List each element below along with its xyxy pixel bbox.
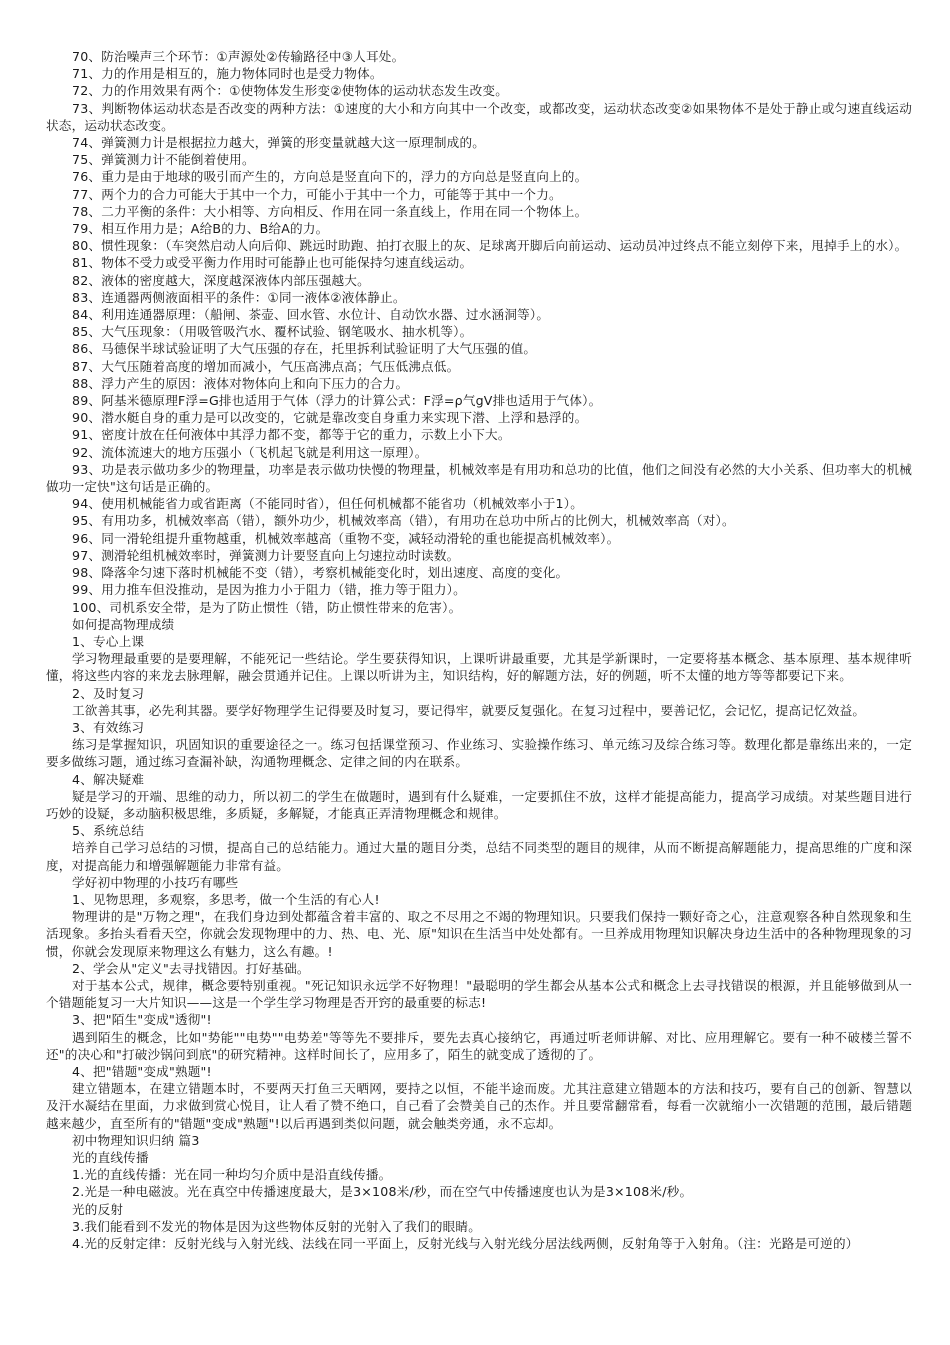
body-paragraph: 建立错题本，在建立错题本时，不要两天打鱼三天晒网，要持之以恒，不能半途而废。尤其注意建立错题本的方法和技巧，要有自己的创新、智慧以及汗水凝结在里面，力求做到赏心悦目，让人看了赞不绝口，自己看了会赞美自己的杰作。并且要常翻常看，每看一次就缩小一次错题的范围，最后错题越来越少，直至所有的"错题"变成"熟题"!以后再遇到类似问题，就会触类旁通，永不忘却。 [46, 1081, 912, 1131]
list-item: 1.光的直线传播：光在同一种均匀介质中是沿直线传播。 [72, 1167, 392, 1183]
body-paragraph: 遇到陌生的概念，比如"势能""电势""电势差"等等先不要排斥，要先去真心接纳它，再通过听老师讲解、对比、应用理解它。要有一种不破楼兰誓不还"的决心和"打破沙锅问到底"的研究精神。这样时间长了，应用多了，陌生的就变成了透彻的了。 [46, 1029, 912, 1062]
item-86: 86、马德保半球试验证明了大气压强的存在，托里拆利试验证明了大气压强的值。 [72, 341, 537, 357]
section-heading: 如何提高物理成绩 [72, 616, 175, 632]
subheading: 4、解决疑难 [72, 771, 145, 787]
list-item: 4.光的反射定律：反射光线与入射光线、法线在同一平面上，反射光线与入射光线分居法线两侧，反射角等于入射角。（注：光路是可逆的） [72, 1236, 859, 1252]
body-paragraph: 物理讲的是"万物之理"，在我们身边到处都蕴含着丰富的、取之不尽用之不竭的物理知识。只要我们保持一颗好奇之心，注意观察各种自然现象和生活现象。多抬头看看天空，你就会发现物理中的力、热、电、光、原"知识在生活当中处处都有。一旦养成用物理知识解决身边生活中的各种物理现象的习惯，你就会发现原来物理这么有魅力，这么有趣。! [46, 909, 912, 959]
subheading: 3、把"陌生"变成"透彻"! [72, 1012, 212, 1028]
item-70: 70、防治噪声三个环节：①声源处②传输路径中③人耳处。 [72, 49, 405, 64]
item-77: 77、两个力的合力可能大于其中一个力，可能小于其中一个力，可能等于其中一个力。 [72, 186, 562, 202]
item-78: 78、二力平衡的条件：大小相等、方向相反、作用在同一条直线上，作用在同一个物体上。 [72, 203, 588, 219]
item-92: 92、流体流速大的地方压强小（飞机起飞就是利用这一原理）。 [72, 444, 428, 460]
list-item: 3.我们能看到不发光的物体是因为这些物体反射的光射入了我们的眼睛。 [72, 1218, 482, 1234]
subheading: 1、见物思理，多观察，多思考，做一个生活的有心人! [72, 891, 380, 907]
subheading: 2、及时复习 [72, 685, 145, 701]
body-paragraph: 学习物理最重要的是要理解，不能死记一些结论。学生要获得知识，上课听讲最重要，尤其是学新课时，一定要将基本概念、基本原理、基本规律听懂，将这些内容的来龙去脉理解，融会贯通并记住。上课以听讲为主，知识结构，好的解题方法，好的例题，听不太懂的地方等等都要记下来。 [46, 651, 912, 684]
item-93: 93、功是表示做功多少的物理量，功率是表示做功快慢的物理量，机械效率是有用功和总功的比值，他们之间没有必然的大小关系、但功率大的机械做功一定快"这句话是正确的。 [46, 461, 912, 495]
item-90: 90、潜水艇自身的重力是可以改变的，它就是靠改变自身重力来实现下潜、上浮和悬浮的。 [72, 410, 588, 426]
subheading: 4、把"错题"变成"熟题"! [72, 1063, 212, 1079]
item-94: 94、使用机械能省力或省距离（不能同时省），但任何机械都不能省功（机械效率小于1）。 [72, 496, 583, 512]
body-paragraph: 培养自己学习总结的习惯，提高自己的总结能力。通过大量的题目分类，总结不同类型的题目的规律，从而不断提高解题能力，提高思维的广度和深度，对提高能力和增强解题能力非常有益。 [46, 840, 912, 873]
item-74: 74、弹簧测力计是根据拉力越大，弹簧的形变量就越大这一原理制成的。 [72, 135, 486, 151]
subheading: 1、专心上课 [72, 633, 145, 649]
item-72: 72、力的作用效果有两个：①使物体发生形变②使物体的运动状态发生改变。 [72, 83, 509, 99]
item-82: 82、液体的密度越大，深度越深液体内部压强越大。 [72, 272, 370, 288]
document-page [46, 48, 912, 1252]
item-80: 80、惯性现象：（车突然启动人向后仰、跳远时助跑、拍打衣服上的灰、足球离开脚后向前运动、运动员冲过终点不能立刻停下来，甩掉手上的水）。 [72, 238, 908, 254]
section-heading: 初中物理知识归纳 篇3 [72, 1132, 200, 1148]
item-99: 99、用力推车但没推动，是因为推力小于阻力（错，推力等于阻力）。 [72, 582, 466, 598]
section-heading: 学好初中物理的小技巧有哪些 [72, 874, 239, 890]
body-paragraph: 对于基本公式，规律，概念要特别重视。"死记知识永远学不好物理！"最聪明的学生都会从基本公式和概念上去寻找错误的根源，并且能够做到从一个错题能复习一大片知识——这是一个学生学习物理是否开窍的最重要的标志! [46, 977, 912, 1011]
item-81: 81、物体不受力或受平衡力作用时可能静止也可能保持匀速直线运动。 [72, 255, 473, 271]
body-paragraph: 工欲善其事，必先利其器。要学好物理学生记得要及时复习，要记得牢，就要反复强化。在复习过程中，要善记忆，会记忆，提高记忆效益。 [72, 702, 866, 718]
body-paragraph: 练习是掌握知识，巩固知识的重要途径之一。练习包括课堂预习、作业练习、实验操作练习、单元练习及综合练习等。数理化都是靠练出来的，一定要多做练习题，通过练习查漏补缺，沟通物理概念、定律之间的内在联系。 [46, 737, 912, 770]
item-75: 75、弹簧测力计不能倒着使用。 [72, 152, 255, 168]
subheading: 光的反射 [72, 1201, 124, 1217]
item-91: 91、密度计放在任何液体中其浮力都不变，都等于它的重力，示数上小下大。 [72, 427, 511, 443]
subheading: 2、学会从"定义"去寻找错因。打好基础。 [72, 960, 310, 976]
item-84: 84、利用连通器原理：（船闸、茶壶、回水管、水位计、自动饮水器、过水涵洞等）。 [72, 307, 550, 323]
item-97: 97、测滑轮组机械效率时，弹簧测力计要竖直向上匀速拉动时读数。 [72, 547, 460, 563]
item-89: 89、阿基米德原理F浮=G排也适用于气体（浮力的计算公式：F浮=ρ气gV排也适用于气体）。 [72, 393, 602, 409]
item-96: 96、同一滑轮组提升重物越重，机械效率越高（重物不变，减轻动滑轮的重也能提高机械效率）。 [72, 530, 620, 546]
subheading: 5、系统总结 [72, 823, 145, 839]
item-87: 87、大气压随着高度的增加而减小，气压高沸点高；气压低沸点低。 [72, 358, 460, 374]
item-95: 95、有用功多，机械效率高（错），额外功少，机械效率高（错），有用功在总功中所占的比例大，机械效率高（对）。 [72, 513, 735, 529]
item-98: 98、降落伞匀速下落时机械能不变（错），考察机械能变化时，划出速度、高度的变化。 [72, 565, 569, 581]
item-76: 76、重力是由于地球的吸引而产生的，方向总是竖直向下的，浮力的方向总是竖直向上的。 [72, 169, 588, 185]
item-71: 71、力的作用是相互的，施力物体同时也是受力物体。 [72, 66, 383, 82]
item-79: 79、相互作用力是；A给B的力、B给A的力。 [72, 221, 329, 237]
item-88: 88、浮力产生的原因：液体对物体向上和向下压力的合力。 [72, 375, 409, 391]
item-100: 100、司机系安全带，是为了防止惯性（错，防止惯性带来的危害）。 [72, 599, 462, 615]
item-83: 83、连通器两侧液面相平的条件：①同一液体②液体静止。 [72, 289, 406, 305]
list-item: 2.光是一种电磁波。光在真空中传播速度最大，是3×108米/秒，而在空气中传播速度也认为是3×108米/秒。 [72, 1184, 693, 1200]
subheading: 光的直线传播 [72, 1150, 149, 1165]
body-paragraph: 疑是学习的开端、思维的动力，所以初二的学生在做题时，遇到有什么疑难，一定要抓住不放，这样才能提高能力，提高学习成绩。对某些题目进行巧妙的设疑，多动脑积极思维，多质疑，多解疑，才能真正弄清物理概念和规律。 [46, 788, 912, 821]
subheading: 3、有效练习 [72, 719, 145, 735]
item-85: 85、大气压现象：（用吸管吸汽水、覆杯试验、钢笔吸水、抽水机等）。 [72, 324, 473, 340]
item-73: 73、判断物体运动状态是否改变的两种方法：①速度的大小和方向其中一个改变，或都改变，运动状态改变②如果物体不是处于静止或匀速直线运动状态，运动状态改变。 [46, 100, 912, 133]
